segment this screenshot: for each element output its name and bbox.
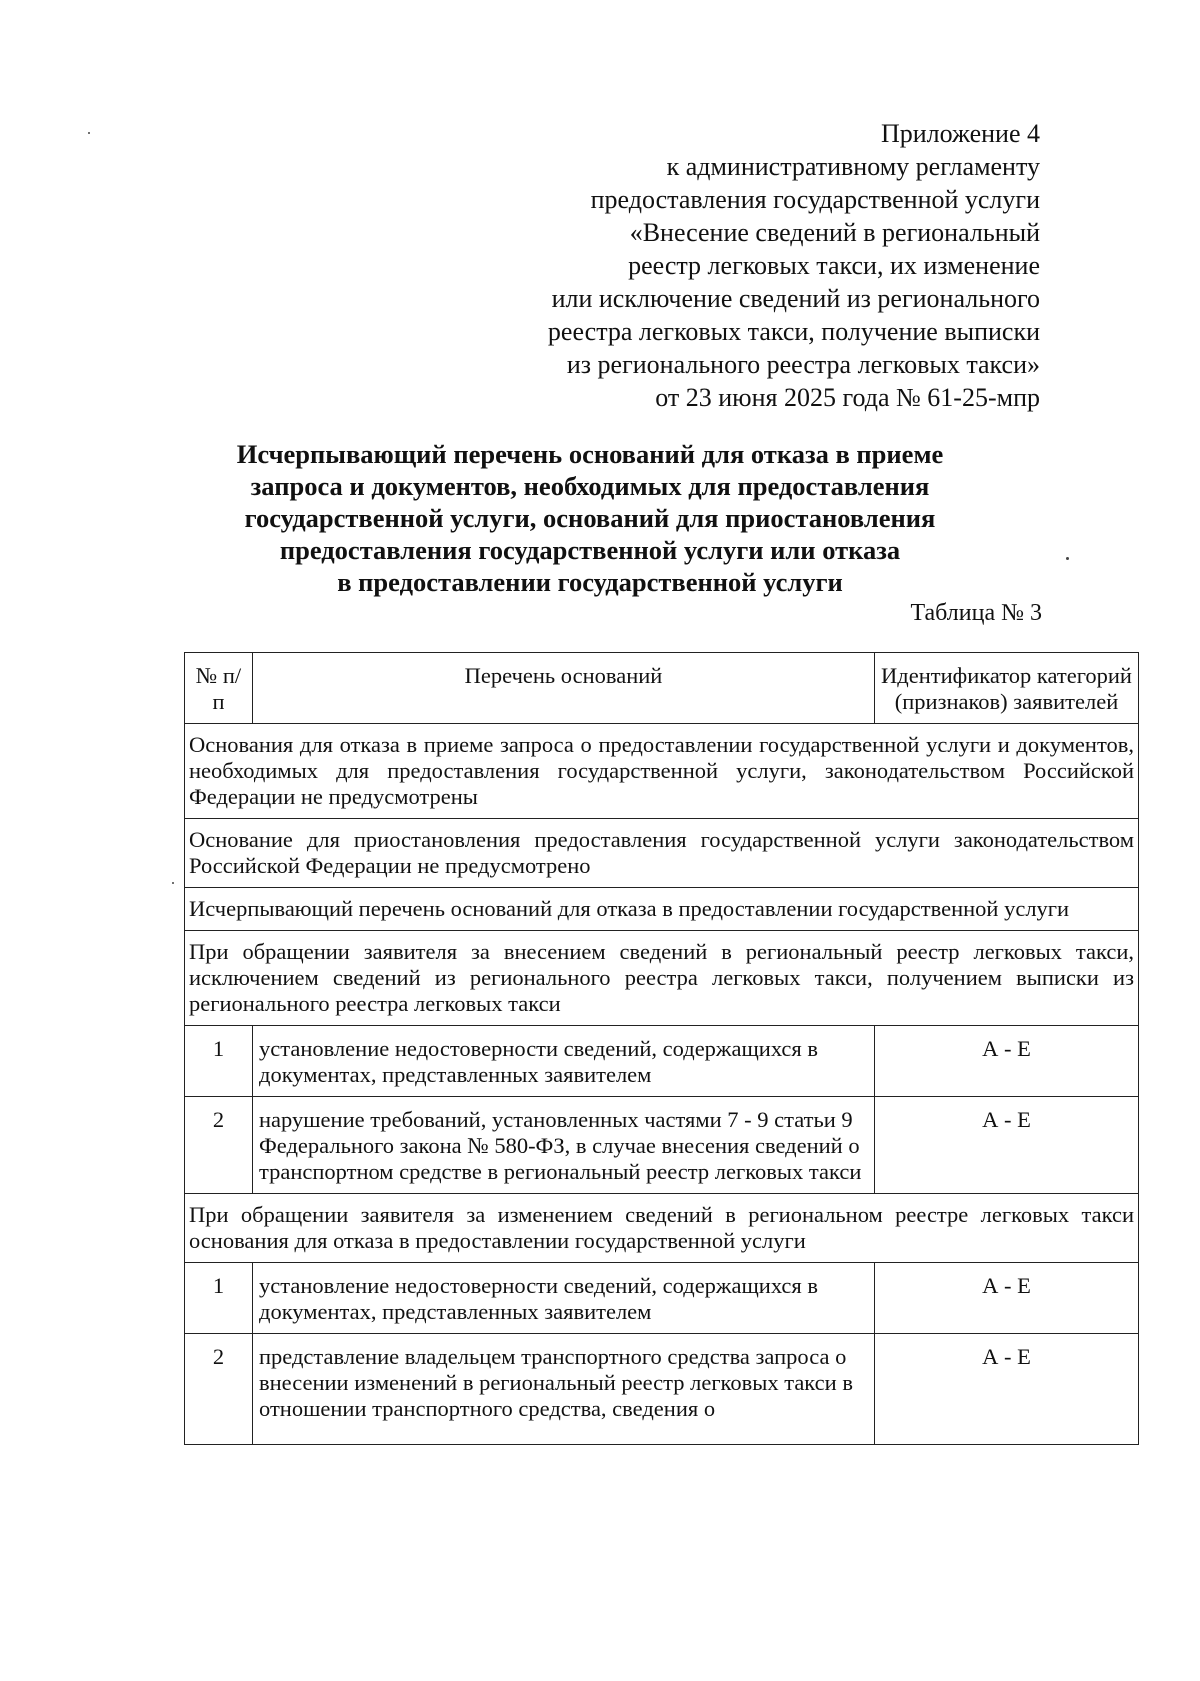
row-num: 1 (185, 1263, 253, 1334)
appendix-line: из регионального реестра легковых такси» (566, 350, 1040, 379)
row-category: А - Е (875, 1097, 1139, 1194)
section-refusal-provision: Исчерпывающий перечень оснований для отказа в предоставлении государственной услуги (185, 888, 1139, 931)
row-num: 2 (185, 1334, 253, 1445)
row-text: нарушение требований, установленных частями 7 - 9 статьи 9 Федерального закона № 580-ФЗ, в случае внесения сведений о транспортном средстве в региональный реестр легковых такси (253, 1097, 875, 1194)
appendix-line: «Внесение сведений в региональный (629, 218, 1040, 247)
title-line: в предоставлении государственной услуги (337, 567, 843, 597)
row-num: 2 (185, 1097, 253, 1194)
row-category: А - Е (875, 1334, 1139, 1445)
row-text: установление недостоверности сведений, содержащихся в документах, представленных заявителем (253, 1263, 875, 1334)
header-num: № п/п (185, 653, 253, 724)
table-header-row (185, 653, 1139, 724)
title-line: Исчерпывающий перечень оснований для отказа в приеме (236, 439, 944, 469)
grounds-table (184, 652, 1139, 1445)
scan-speck (172, 882, 174, 884)
header-category: Идентификатор категорий (признаков) заявителей (875, 653, 1139, 724)
appendix-block (480, 117, 1040, 414)
title-line: государственной услуги, оснований для приостановления (244, 503, 936, 533)
section-row (185, 888, 1139, 931)
appendix-line: или исключение сведений из регионального (551, 284, 1040, 313)
appendix-line: реестра легковых такси, получение выписки (547, 317, 1040, 346)
section-row (185, 724, 1139, 819)
row-text: представление владельцем транспортного средства запроса о внесении изменений в региональный реестр легковых такси в отношении транспортного средства, сведения о (253, 1334, 875, 1445)
header-list: Перечень оснований (253, 653, 875, 724)
row-category: А - Е (875, 1026, 1139, 1097)
table-caption: Таблица № 3 (910, 600, 1042, 626)
appendix-line: Приложение 4 (880, 119, 1040, 148)
group-heading-row (185, 1194, 1139, 1263)
group-heading-row (185, 931, 1139, 1026)
row-text: установление недостоверности сведений, содержащихся в документах, представленных заявителем (253, 1026, 875, 1097)
section-refusal-reception: Основания для отказа в приеме запроса о предоставлении государственной услуги и документов, необходимых для предоставления государственной услуги, законодательством Российской Федерации не предусмотрены (185, 724, 1139, 819)
table-row (185, 1026, 1139, 1097)
row-num: 1 (185, 1026, 253, 1097)
section-row (185, 819, 1139, 888)
title-line: предоставления государственной услуги или отказа (279, 535, 901, 565)
appendix-line: к административному регламенту (666, 152, 1040, 181)
scan-speck (1066, 557, 1069, 560)
table-row (185, 1097, 1139, 1194)
row-category: А - Е (875, 1263, 1139, 1334)
scan-speck (88, 132, 90, 134)
table-row (185, 1263, 1139, 1334)
group-a-heading: При обращении заявителя за внесением сведений в региональный реестр легковых такси, исключением сведений из регионального реестра легковых такси, получением выписки из регионального реестра легковых такси (185, 931, 1139, 1026)
section-suspension: Основание для приостановления предоставления государственной услуги законодательством Российской Федерации не предусмотрено (185, 819, 1139, 888)
group-b-heading: При обращении заявителя за изменением сведений в региональном реестре легковых такси основания для отказа в предоставлении государственной услуги (185, 1194, 1139, 1263)
appendix-line: от 23 июня 2025 года № 61-25-мпр (655, 383, 1040, 412)
appendix-line: предоставления государственной услуги (590, 185, 1040, 214)
title-line: запроса и документов, необходимых для предоставления (250, 471, 930, 501)
table-row (185, 1334, 1139, 1445)
appendix-line: реестр легковых такси, их изменение (628, 251, 1040, 280)
document-title (190, 438, 990, 598)
